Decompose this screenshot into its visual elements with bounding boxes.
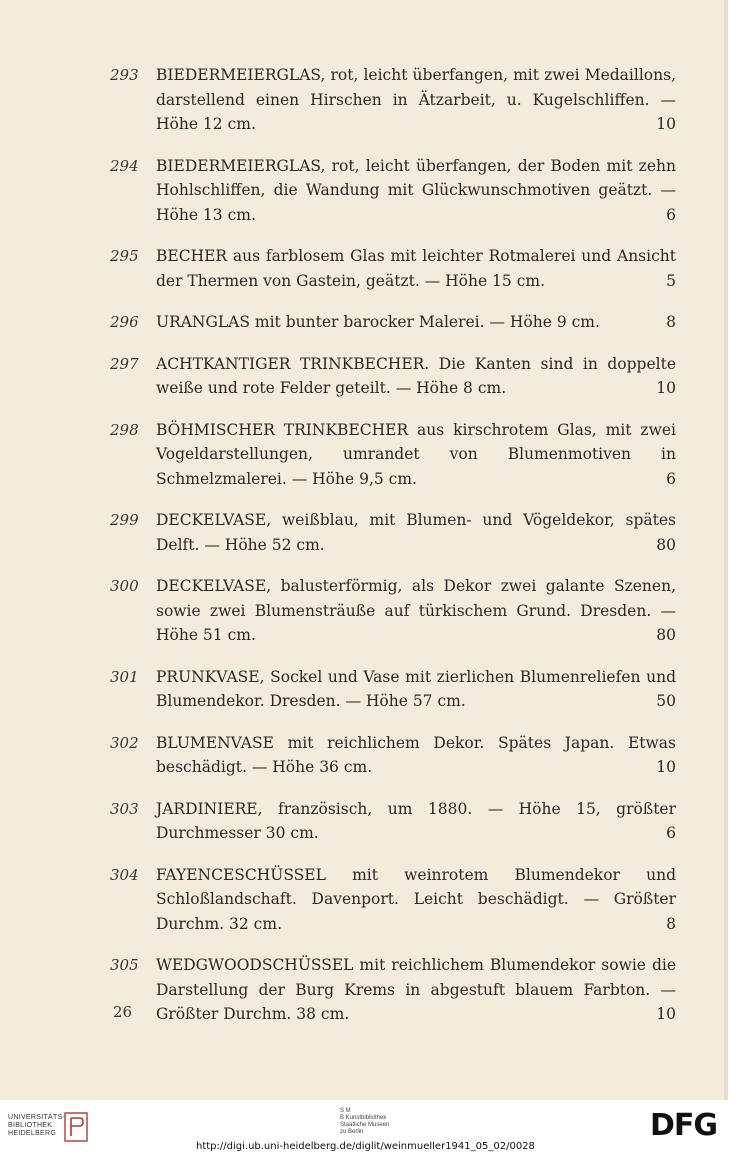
catalog-entry-305 — [0, 953, 728, 1027]
catalog-entry-296 — [0, 310, 728, 335]
lot-price: 80 — [656, 626, 676, 644]
lot-description: BLUMENVASE mit reichlichem Dekor. Spätes Japan. Etwas beschädigt. — Höhe 36 cm. — [156, 733, 676, 776]
lot-description: BECHER aus farblosem Glas mit leichter Rotmalerei und Ansicht der Thermen von Gastein, geätzt. — Höhe 15 cm. — [156, 247, 676, 290]
catalog-entry-294 — [0, 154, 728, 228]
lot-price: 6 — [666, 824, 676, 842]
digitization-footer — [0, 1100, 730, 1155]
lot-number: 298 — [110, 420, 139, 439]
lot-description: BIEDERMEIERGLAS, rot, leicht überfangen, der Boden mit zehn Hohlschliffen, die Wandung mit Glückwunschmotiven geätzt. — Höhe 13 cm. — [156, 156, 676, 224]
lot-number: 302 — [110, 733, 139, 752]
lot-number: 294 — [110, 156, 139, 175]
university-library-logo-text: UNIVERSITÄTS- BIBLIOTHEK HEIDELBERG — [8, 1114, 66, 1137]
lot-description: JARDINIERE, französisch, um 1880. — Höhe 15, größter Durchmesser 30 cm. — [156, 799, 676, 842]
lot-price: 5 — [666, 271, 676, 290]
catalog-entry-303 — [0, 797, 728, 846]
lot-price: 10 — [656, 758, 676, 776]
lot-price: 10 — [656, 379, 676, 397]
lot-description: URANGLAS mit bunter barocker Malerei. — Höhe 9 cm. — [156, 313, 600, 331]
lot-price: 10 — [656, 115, 676, 133]
source-url[interactable]: http://digi.ub.uni-heidelberg.de/diglit/weinmueller1941_05_02/0028 — [196, 1141, 535, 1152]
catalog-entry-302 — [0, 731, 728, 780]
catalog-entry-304 — [0, 863, 728, 937]
lot-price: 8 — [666, 914, 676, 933]
lot-price: 10 — [656, 1005, 676, 1023]
lot-number: 296 — [110, 313, 139, 331]
kunstbibliothek-logo: S M B Kunstbibliothek Staatliche Museen zu Berlin — [340, 1108, 390, 1135]
lot-description: FAYENCESCHÜSSEL mit weinrotem Blumendekor und Schloßlandschaft. Davenport. Leicht beschädigt. — Größter Durchm. 32 cm. — [156, 865, 676, 933]
catalog-entry-298 — [0, 418, 728, 492]
catalog-entry-300 — [0, 574, 728, 648]
lot-price: 50 — [656, 692, 676, 710]
lot-description: DECKELVASE, balusterförmig, als Dekor zwei galante Szenen, sowie zwei Blumensträuße auf türkischem Grund. Dresden. — Höhe 51 cm. — [156, 577, 676, 644]
lot-number: 303 — [110, 799, 139, 818]
lot-description: BÖHMISCHER TRINKBECHER aus kirschrotem Glas, mit zwei Vogeldarstellungen, umrandet von Blumenmotiven in Schmelzmalerei. — Höhe 9,5 cm. — [156, 420, 676, 488]
university-seal-icon — [64, 1112, 88, 1142]
lot-description: DECKELVASE, weißblau, mit Blumen- und Vögeldekor, spätes Delft. — Höhe 52 cm. — [156, 511, 676, 554]
lot-price: 80 — [656, 535, 676, 554]
lot-price: 6 — [666, 469, 676, 488]
lot-number: 300 — [110, 577, 139, 595]
lot-description: BIEDERMEIERGLAS, rot, leicht überfangen, mit zwei Medaillons, darstellend einen Hirschen in Ätzarbeit, u. Kugelschliffen. — Höhe 12 cm. — [156, 66, 676, 133]
lot-number: 301 — [110, 667, 139, 686]
lot-number: 297 — [110, 354, 139, 373]
lot-price: 8 — [666, 313, 676, 331]
lot-number: 293 — [110, 66, 139, 84]
page-number: 26 — [113, 1003, 133, 1021]
lot-number: 305 — [110, 956, 139, 974]
lot-number: 295 — [110, 247, 139, 265]
catalog-entries — [0, 63, 728, 1044]
lot-description: WEDGWOODSCHÜSSEL mit reichlichem Blumendekor sowie die Darstellung der Burg Krems in abgestuft blauem Farbton. — Größter Durchm. 38 cm. — [156, 956, 676, 1023]
lot-description: ACHTKANTIGER TRINKBECHER. Die Kanten sind in doppelte weiße und rote Felder geteilt. — Höhe 8 cm. — [156, 354, 676, 397]
lot-description: PRUNKVASE, Sockel und Vase mit zierlichen Blumenreliefen und Blumendekor. Dresden. — Höhe 57 cm. — [156, 667, 676, 710]
catalog-entry-293 — [0, 63, 728, 137]
catalog-entry-299 — [0, 508, 728, 557]
lot-number: 304 — [110, 865, 139, 884]
lot-number: 299 — [110, 511, 139, 529]
catalog-entry-301 — [0, 665, 728, 714]
catalog-entry-297 — [0, 352, 728, 401]
dfg-logo: DFG — [650, 1108, 718, 1143]
catalog-entry-295 — [0, 244, 728, 293]
lot-price: 6 — [666, 205, 676, 224]
